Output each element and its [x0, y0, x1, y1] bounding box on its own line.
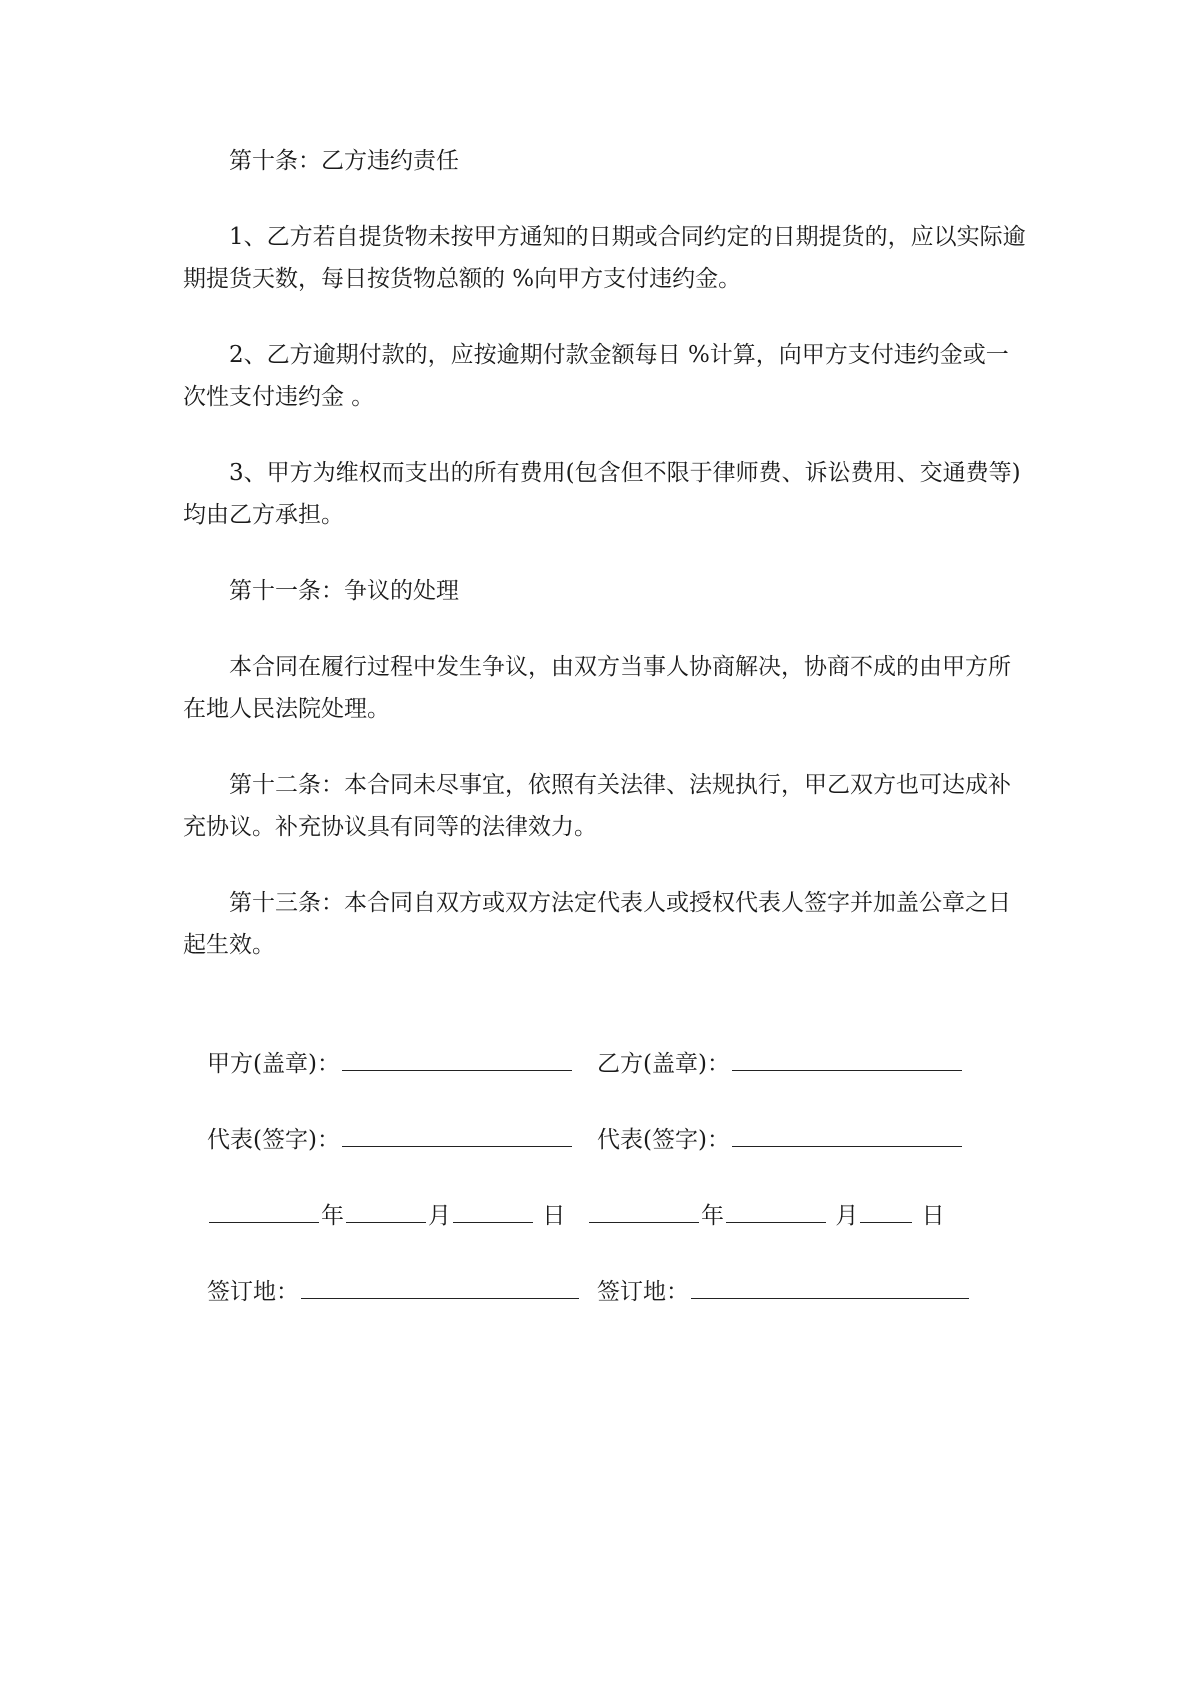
article-12-body: 第十二条：本合同未尽事宜，依照有关法律、法规执行，甲乙双方也可达成补充协议。补充协议具有同等的法律效力。	[183, 772, 1011, 840]
date-a	[207, 1192, 565, 1234]
article-11-heading: 第十一条：争议的处理	[229, 578, 459, 604]
article-10-heading: 第十条：乙方违约责任	[229, 148, 459, 174]
place-a-label: 签订地：	[207, 1279, 299, 1305]
date-b-year-line[interactable]	[589, 1192, 699, 1223]
place-b	[597, 1268, 971, 1310]
date-b-year-label: 年	[701, 1203, 724, 1229]
date-b-month-line[interactable]	[726, 1192, 826, 1223]
place-b-line[interactable]	[691, 1268, 969, 1299]
signing-place-row	[207, 1268, 1027, 1310]
date-a-year-label: 年	[321, 1203, 344, 1229]
date-a-year-line[interactable]	[209, 1192, 319, 1223]
party-b-seal-label: 乙方(盖章)：	[597, 1051, 730, 1077]
representative-row	[207, 1116, 1027, 1158]
date-a-day-line[interactable]	[453, 1192, 533, 1223]
place-b-label: 签订地：	[597, 1279, 689, 1305]
date-a-month-line[interactable]	[346, 1192, 426, 1223]
place-a-line[interactable]	[301, 1268, 579, 1299]
article-10-item-3: 3、甲方为维权而支出的所有费用(包含但不限于律师费、诉讼费用、交通费等)均由乙方承担。	[183, 460, 1021, 528]
rep-a-label: 代表(签字)：	[207, 1127, 340, 1153]
article-11-body: 本合同在履行过程中发生争议，由双方当事人协商解决，协商不成的由甲方所在地人民法院处理。	[183, 654, 1011, 722]
date-row	[207, 1192, 1027, 1234]
date-b	[587, 1192, 945, 1234]
rep-b-label: 代表(签字)：	[597, 1127, 730, 1153]
seal-row	[207, 1040, 1027, 1082]
rep-a-line[interactable]	[342, 1116, 572, 1147]
date-b-month-label: 月	[835, 1203, 859, 1229]
party-a-seal-line[interactable]	[342, 1040, 572, 1071]
date-b-day-label: 日	[921, 1203, 945, 1229]
party-b-seal-line[interactable]	[732, 1040, 962, 1071]
rep-b	[597, 1116, 964, 1158]
party-a-seal-label: 甲方(盖章)：	[207, 1051, 340, 1077]
date-b-day-line[interactable]	[860, 1192, 912, 1223]
rep-b-line[interactable]	[732, 1116, 962, 1147]
date-a-month-label: 月	[428, 1203, 451, 1229]
contract-body	[183, 140, 1028, 1000]
article-13-body: 第十三条：本合同自双方或双方法定代表人或授权代表人签字并加盖公章之日起生效。	[183, 890, 1011, 958]
rep-a	[207, 1116, 574, 1158]
article-10-item-1: 1、乙方若自提货物未按甲方通知的日期或合同约定的日期提货的，应以实际逾期提货天数，每日按货物总额的 %向甲方支付违约金。	[183, 224, 1026, 292]
party-a-seal	[207, 1040, 574, 1082]
article-10-item-2: 2、乙方逾期付款的，应按逾期付款金额每日 %计算，向甲方支付违约金或一次性支付违约金 。	[183, 342, 1009, 410]
date-a-day-label: 日	[542, 1203, 566, 1229]
party-b-seal	[597, 1040, 964, 1082]
place-a	[207, 1268, 581, 1310]
